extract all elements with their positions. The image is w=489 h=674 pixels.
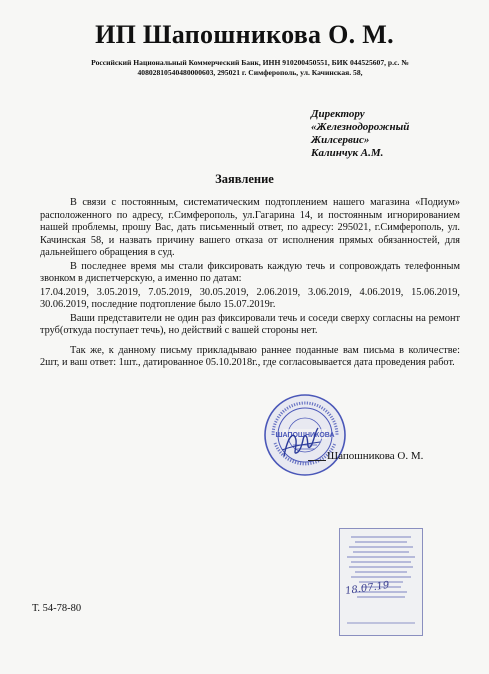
addressee-line-3: Жилсервис»: [311, 134, 370, 146]
paragraph-2: В последнее время мы стали фиксировать каждую течь и сопровождать телефонным звонком в диспетчерскую, а именно по датам:: [40, 260, 460, 284]
addressee-line-1: Директору: [311, 108, 365, 120]
letterhead-title: ИП Шапошникова О. М.: [95, 20, 394, 49]
phone-number: Т. 54-78-80: [32, 603, 82, 614]
addressee-line-4: Калинчук А.М.: [311, 147, 384, 159]
document-title: Заявление: [215, 172, 274, 186]
handwritten-signature-icon: [278, 422, 324, 464]
paragraph-4: Ваши представители не один раз фиксировали течь и соседи сверху согласны на ремонт труб(откуда поступает течь), но действий с вашей стороны нет.: [40, 312, 460, 336]
signer-name: Шапошникова О. М.: [327, 450, 424, 462]
paragraph-5: Так же, к данному письму прикладываю раннее поданные вам письма в количестве: 2шт, и ваш ответ: 1шт., датированное 05.10.2018г., где согласовывается дата проведения работ.: [40, 344, 460, 368]
paragraph-dates: 17.04.2019, 3.05.2019, 7.05.2019, 30.05.2019, 2.06.2019, 3.06.2019, 4.06.2019, 15.06.2019, 30.06.2019, последние подтопление было 15.07.2019г.: [40, 286, 460, 310]
bank-details-line-2: 40802810540480000603, 295021 г. Симферополь, ул. Качинская. 58,: [137, 68, 363, 77]
received-handwritten-date: 18.07.19: [344, 579, 391, 598]
document-body: [40, 197, 460, 371]
signature-line: [308, 460, 326, 461]
paragraph-1: В связи с постоянным, систематическим подтоплением нашего магазина «Подиум» расположенного по адресу, г.Симферополь, ул.Гагарина 14, и постоянным игнорированием нашей проблемы, прошу Вас, дать письменный ответ, по адресу: 295021, г.Симферополь, ул. Качинская 58, и назвать причину вашего отказа от исполнения прямых обязанностей, для дальнейшего обращения в суд.: [40, 197, 460, 258]
seal-inner-text: ШАПОШНИКОВА: [275, 432, 335, 439]
bank-details-line-1: Российский Национальный Коммерческий Банк, ИНН 910200450551, БИК 044525607, р.с. №: [91, 58, 409, 67]
letterhead-bank-details: [40, 58, 460, 78]
addressee-block: [311, 108, 471, 160]
addressee-line-2: «Железнодорожный: [311, 121, 410, 133]
